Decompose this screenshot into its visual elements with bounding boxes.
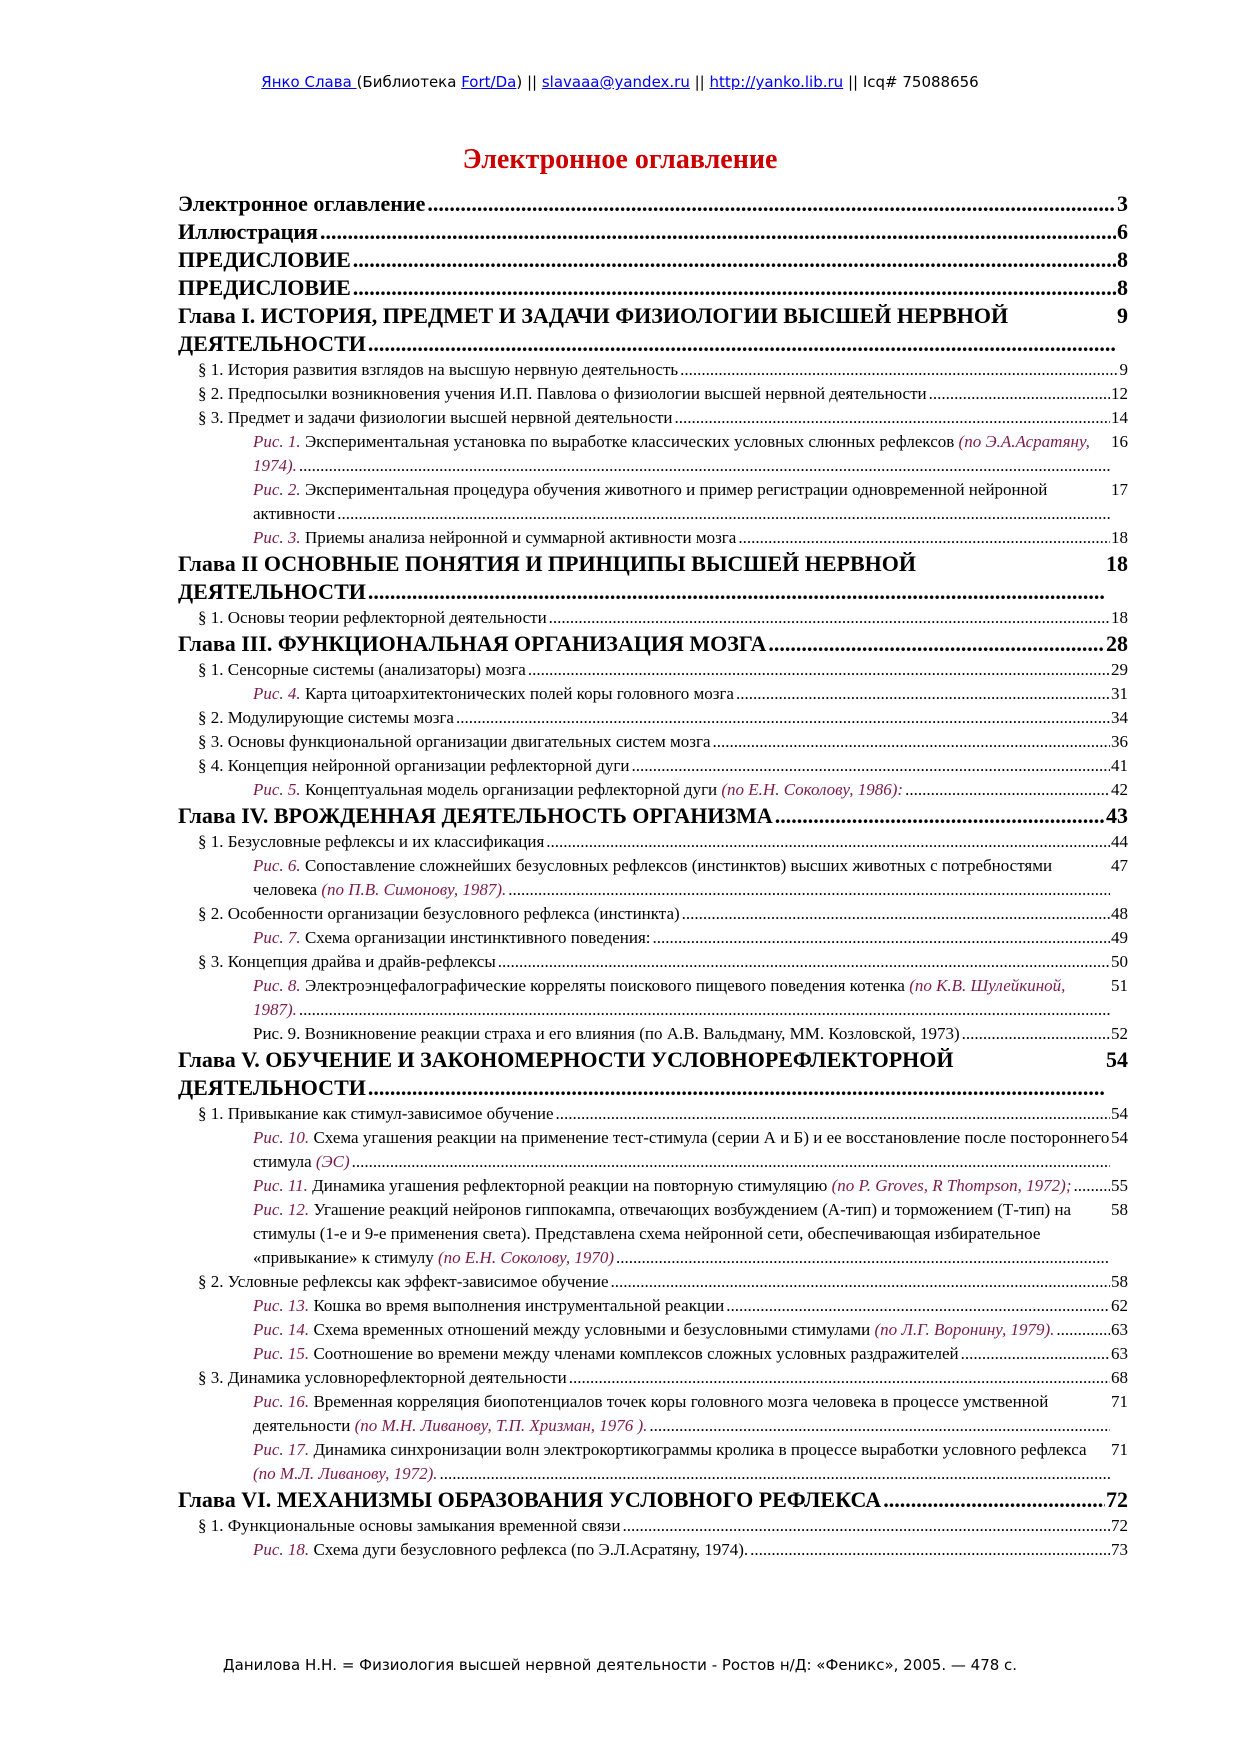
figure-number: Рис. 10. bbox=[253, 1128, 310, 1147]
toc-entry-title bbox=[253, 1294, 1110, 1318]
toc-entry-title bbox=[198, 1102, 1110, 1126]
library-prefix: (Библиотека bbox=[356, 73, 462, 91]
toc-page-number: 58 bbox=[1110, 1270, 1128, 1294]
toc-entry-title bbox=[253, 1022, 1110, 1046]
toc-entry-text: Схема угашения реакции на применение тест-стимула (серии А и Б) и ее восстановление после постороннего стимула bbox=[253, 1128, 1110, 1171]
toc-page-number: 31 bbox=[1110, 682, 1128, 706]
toc-page-number: 47 bbox=[1110, 854, 1128, 878]
toc-entry-title bbox=[253, 1126, 1110, 1174]
toc-entry-text: Концептуальная модель организации рефлекторной дуги bbox=[304, 780, 718, 799]
toc-entry-title bbox=[253, 1538, 1110, 1562]
toc-entry[interactable] bbox=[178, 302, 1128, 358]
toc-page-number: 55 bbox=[1110, 1174, 1128, 1198]
toc-entry-text: § 1. Безусловные рефлексы и их классификация bbox=[198, 832, 545, 851]
toc-entry[interactable] bbox=[178, 1294, 1128, 1318]
toc-entry[interactable] bbox=[178, 1486, 1128, 1514]
toc-page-number: 48 bbox=[1110, 902, 1128, 926]
citation: (по П.В. Симонову, 1987). bbox=[321, 880, 507, 899]
toc-entry[interactable] bbox=[178, 1046, 1128, 1102]
toc-page-number: 8 bbox=[1117, 275, 1128, 300]
toc-page-number: 9 bbox=[1117, 303, 1128, 328]
toc-entry-text: § 3. Концепция драйва и драйв-рефлексы bbox=[198, 952, 496, 971]
toc-entry-title bbox=[178, 302, 1116, 358]
page-footer: Данилова Н.Н. = Физиология высшей нервной деятельности - Ростов н/Д: «Феникс», 2005. — 478 с. bbox=[222, 1656, 1018, 1674]
toc-entry-text: Иллюстрация bbox=[178, 219, 318, 244]
toc-entry[interactable] bbox=[178, 630, 1128, 658]
toc-page-number: 18 bbox=[1110, 526, 1128, 550]
toc-entry-title bbox=[253, 974, 1110, 1022]
toc-page-number: 42 bbox=[1110, 778, 1128, 802]
toc-entry-title bbox=[178, 274, 1116, 302]
toc-entry-text: Глава V. ОБУЧЕНИЕ И ЗАКОНОМЕРНОСТИ УСЛОВНОРЕФЛЕКТОРНОЙ ДЕЯТЕЛЬНОСТИ bbox=[178, 1047, 954, 1100]
toc-page-number: 18 bbox=[1106, 551, 1128, 576]
toc-entry-text: Глава III. ФУНКЦИОНАЛЬНАЯ ОРГАНИЗАЦИЯ МОЗГА bbox=[178, 631, 767, 656]
email-link[interactable]: slavaaa@yandex.ru bbox=[541, 73, 690, 91]
toc-entry-title bbox=[198, 754, 1110, 778]
toc-entry-text: § 3. Предмет и задачи физиологии высшей нервной деятельности bbox=[198, 408, 673, 427]
toc-entry-title bbox=[253, 778, 1110, 802]
figure-number: Рис. 2. bbox=[253, 480, 301, 499]
toc-page-number: 63 bbox=[1110, 1318, 1128, 1342]
toc-entry[interactable] bbox=[178, 550, 1128, 606]
toc-entry[interactable] bbox=[178, 974, 1128, 1022]
table-of-contents bbox=[178, 190, 1128, 1562]
toc-page-number: 54 bbox=[1110, 1102, 1128, 1126]
toc-page-number: 17 bbox=[1110, 478, 1128, 502]
toc-entry[interactable] bbox=[178, 1270, 1128, 1294]
toc-entry-text: Глава VI. МЕХАНИЗМЫ ОБРАЗОВАНИЯ УСЛОВНОГО РЕФЛЕКСА bbox=[178, 1487, 882, 1512]
toc-entry-title bbox=[253, 1198, 1110, 1270]
toc-page-number: 36 bbox=[1110, 730, 1128, 754]
toc-page-number: 58 bbox=[1110, 1198, 1128, 1222]
library-suffix: ) || bbox=[516, 73, 542, 91]
figure-number: Рис. 5. bbox=[253, 780, 301, 799]
citation: (по Е.Н. Соколову, 1970) bbox=[438, 1248, 615, 1267]
toc-page-number: 44 bbox=[1110, 830, 1128, 854]
toc-entry[interactable] bbox=[178, 478, 1128, 526]
toc-entry-title bbox=[178, 190, 1116, 218]
toc-entry-text: ПРЕДИСЛОВИЕ bbox=[178, 275, 351, 300]
toc-entry[interactable] bbox=[178, 830, 1128, 854]
toc-entry[interactable] bbox=[178, 1198, 1128, 1270]
toc-entry[interactable] bbox=[178, 1126, 1128, 1174]
toc-page-number: 71 bbox=[1110, 1438, 1128, 1462]
toc-entry[interactable] bbox=[178, 1538, 1128, 1562]
toc-page-number: 14 bbox=[1110, 406, 1128, 430]
toc-entry[interactable] bbox=[178, 526, 1128, 550]
toc-entry-text: § 3. Динамика условнорефлекторной деятельности bbox=[198, 1368, 567, 1387]
toc-entry-title bbox=[253, 854, 1110, 902]
toc-entry-text: Глава I. ИСТОРИЯ, ПРЕДМЕТ И ЗАДАЧИ ФИЗИОЛОГИИ ВЫСШЕЙ НЕРВНОЙ ДЕЯТЕЛЬНОСТИ bbox=[178, 303, 1009, 356]
toc-entry[interactable] bbox=[178, 706, 1128, 730]
toc-entry-text: § 2. Условные рефлексы как эффект-зависимое обучение bbox=[198, 1272, 609, 1291]
toc-page-number: 68 bbox=[1110, 1366, 1128, 1390]
toc-page-number: 72 bbox=[1106, 1487, 1128, 1512]
toc-page-number: 18 bbox=[1110, 606, 1128, 630]
toc-entry-title bbox=[198, 950, 1110, 974]
toc-entry[interactable] bbox=[178, 658, 1128, 682]
figure-number: Рис. 17. bbox=[253, 1440, 310, 1459]
author-link[interactable]: Янко Слава bbox=[261, 73, 357, 91]
toc-entry-title bbox=[198, 382, 1110, 406]
toc-entry-title bbox=[198, 406, 1110, 430]
toc-entry-text: Соотношение во времени между членами комплексов сложных условных раздражителей bbox=[313, 1344, 959, 1363]
toc-entry[interactable] bbox=[178, 430, 1128, 478]
toc-page-number: 54 bbox=[1110, 1126, 1128, 1150]
toc-entry[interactable] bbox=[178, 382, 1128, 406]
site-link[interactable]: http://yanko.lib.ru bbox=[709, 73, 844, 91]
toc-entry-text: Глава II ОСНОВНЫЕ ПОНЯТИЯ И ПРИНЦИПЫ ВЫСШЕЙ НЕРВНОЙ ДЕЯТЕЛЬНОСТИ bbox=[178, 551, 916, 604]
toc-page-number: 63 bbox=[1110, 1342, 1128, 1366]
toc-entry[interactable] bbox=[178, 1342, 1128, 1366]
toc-page-number: 49 bbox=[1110, 926, 1128, 950]
toc-entry-text: Сопоставление сложнейших безусловных рефлексов (инстинктов) высших животных с потребностями человека bbox=[253, 856, 1053, 899]
figure-number: Рис. 15. bbox=[253, 1344, 310, 1363]
toc-entry[interactable] bbox=[178, 1438, 1128, 1486]
toc-entry[interactable] bbox=[178, 406, 1128, 430]
toc-entry-title bbox=[198, 706, 1110, 730]
toc-entry-title bbox=[198, 1514, 1110, 1538]
toc-entry-text: § 1. Основы теории рефлекторной деятельности bbox=[198, 608, 547, 627]
toc-entry[interactable] bbox=[178, 1318, 1128, 1342]
toc-entry[interactable] bbox=[178, 926, 1128, 950]
page-title: Электронное оглавление bbox=[462, 144, 778, 175]
toc-entry-title bbox=[253, 430, 1110, 478]
toc-entry-text: Рис. 9. Возникновение реакции страха и его влияния (по А.В. Вальдману, ММ. Козловской, 1973) bbox=[253, 1024, 960, 1043]
toc-entry-text: Схема организации инстинктивного поведения: bbox=[304, 928, 651, 947]
toc-entry-text: § 2. Модулирующие системы мозга bbox=[198, 708, 454, 727]
header-separator: || bbox=[689, 73, 710, 91]
figure-number: Рис. 8. bbox=[253, 976, 301, 995]
toc-entry-text: Электроэнцефалографические корреляты поискового пищевого поведения котенка bbox=[304, 976, 905, 995]
figure-number: Рис. 13. bbox=[253, 1296, 310, 1315]
toc-entry-text: Приемы анализа нейронной и суммарной активности мозга bbox=[304, 528, 737, 547]
toc-entry-text: ПРЕДИСЛОВИЕ bbox=[178, 247, 351, 272]
toc-entry[interactable] bbox=[178, 1366, 1128, 1390]
toc-entry[interactable] bbox=[178, 1022, 1128, 1046]
toc-entry-title bbox=[253, 1390, 1110, 1438]
toc-page-number: 54 bbox=[1106, 1047, 1128, 1072]
toc-page-number: 41 bbox=[1110, 754, 1128, 778]
toc-entry-text: § 2. Предпосылки возникновения учения И.П. Павлова о физиологии высшей нервной деятельности bbox=[198, 384, 927, 403]
citation: (по Л.Г. Воронину, 1979). bbox=[874, 1320, 1055, 1339]
toc-entry-text: Динамика угашения рефлекторной реакции на повторную стимуляцию bbox=[312, 1176, 828, 1195]
toc-page-number: 43 bbox=[1106, 803, 1128, 828]
toc-entry-title bbox=[253, 526, 1110, 550]
toc-entry-title bbox=[178, 1486, 1105, 1514]
toc-page-number: 52 bbox=[1110, 1022, 1128, 1046]
citation: (по М.Н. Ливанову, Т.П. Хризман, 1976 ). bbox=[354, 1416, 648, 1435]
toc-entry-title bbox=[253, 1174, 1110, 1198]
toc-entry-title bbox=[253, 1342, 1110, 1366]
toc-page-number: 28 bbox=[1106, 631, 1128, 656]
toc-page-number: 73 bbox=[1110, 1538, 1128, 1562]
toc-entry[interactable] bbox=[178, 778, 1128, 802]
figure-number: Рис. 18. bbox=[253, 1540, 310, 1559]
figure-number: Рис. 11. bbox=[253, 1176, 308, 1195]
figure-number: Рис. 14. bbox=[253, 1320, 310, 1339]
toc-entry-title bbox=[198, 730, 1110, 754]
toc-entry-title bbox=[198, 358, 1119, 382]
toc-entry-text: § 4. Концепция нейронной организации рефлекторной дуги bbox=[198, 756, 630, 775]
library-link[interactable]: Fort/Da bbox=[461, 73, 517, 91]
toc-entry-text: Схема дуги безусловного рефлекса (по Э.Л.Асратяну, 1974). bbox=[313, 1540, 749, 1559]
toc-entry[interactable] bbox=[178, 950, 1128, 974]
toc-entry-text: Экспериментальная установка по выработке классических условных слюнных рефлексов bbox=[304, 432, 955, 451]
toc-entry-title bbox=[178, 246, 1116, 274]
figure-number: Рис. 4. bbox=[253, 684, 301, 703]
toc-entry-text: Карта цитоархитектонических полей коры головного мозга bbox=[304, 684, 734, 703]
toc-entry-text: § 1. Привыкание как стимул-зависимое обучение bbox=[198, 1104, 554, 1123]
toc-entry-text: Временная корреляция биопотенциалов точек коры головного мозга человека в процессе умственной деятельности bbox=[253, 1392, 1049, 1435]
toc-entry-title bbox=[198, 1270, 1110, 1294]
toc-entry-title bbox=[198, 606, 1110, 630]
toc-page-number: 71 bbox=[1110, 1390, 1128, 1414]
toc-entry-text: § 1. Сенсорные системы (анализаторы) мозга bbox=[198, 660, 526, 679]
toc-entry-title bbox=[178, 550, 1105, 606]
toc-entry[interactable] bbox=[178, 802, 1128, 830]
toc-page-number: 6 bbox=[1117, 219, 1128, 244]
figure-number: Рис. 16. bbox=[253, 1392, 310, 1411]
toc-entry-title bbox=[198, 658, 1110, 682]
figure-number: Рис. 3. bbox=[253, 528, 301, 547]
toc-entry-title bbox=[178, 802, 1105, 830]
toc-page-number: 9 bbox=[1119, 358, 1129, 382]
toc-entry[interactable] bbox=[178, 1390, 1128, 1438]
figure-number: Рис. 6. bbox=[253, 856, 301, 875]
toc-page-number: 50 bbox=[1110, 950, 1128, 974]
citation: (по Е.Н. Соколову, 1986): bbox=[721, 780, 904, 799]
citation: (по К.В. Шулейкиной, 1987). bbox=[253, 976, 1066, 1019]
toc-entry-text: Электронное оглавление bbox=[178, 191, 426, 216]
toc-entry-title bbox=[253, 682, 1110, 706]
toc-entry[interactable] bbox=[178, 274, 1128, 302]
toc-page-number: 8 bbox=[1117, 247, 1128, 272]
toc-entry-title bbox=[253, 1318, 1110, 1342]
toc-entry[interactable] bbox=[178, 854, 1128, 902]
toc-entry[interactable] bbox=[178, 754, 1128, 778]
figure-number: Рис. 1. bbox=[253, 432, 301, 451]
toc-entry-text: § 3. Основы функциональной организации двигательных систем мозга bbox=[198, 732, 711, 751]
toc-page-number: 62 bbox=[1110, 1294, 1128, 1318]
toc-page-number: 34 bbox=[1110, 706, 1128, 730]
toc-entry-title bbox=[198, 1366, 1110, 1390]
toc-entry-text: Экспериментальная процедура обучения животного и пример регистрации одновременной нейронной активности bbox=[253, 480, 1048, 523]
toc-entry[interactable] bbox=[178, 358, 1128, 382]
toc-entry-text: Схема временных отношений между условными и безусловными стимулами bbox=[313, 1320, 871, 1339]
toc-entry[interactable] bbox=[178, 246, 1128, 274]
toc-entry-title bbox=[253, 1438, 1110, 1486]
toc-entry-title bbox=[253, 926, 1110, 950]
toc-entry-text: § 1. Функциональные основы замыкания временной связи bbox=[198, 1516, 621, 1535]
toc-entry-text: Глава IV. ВРОЖДЕННАЯ ДЕЯТЕЛЬНОСТЬ ОРГАНИЗМА bbox=[178, 803, 773, 828]
toc-entry[interactable] bbox=[178, 606, 1128, 630]
toc-entry[interactable] bbox=[178, 1514, 1128, 1538]
figure-number: Рис. 7. bbox=[253, 928, 301, 947]
citation: (по P. Groves, R Thompson, 1972); bbox=[831, 1176, 1072, 1195]
toc-entry-title bbox=[178, 218, 1116, 246]
toc-entry[interactable] bbox=[178, 682, 1128, 706]
page-header bbox=[0, 73, 1240, 91]
toc-entry-title bbox=[178, 630, 1105, 658]
toc-entry-title bbox=[253, 478, 1110, 526]
figure-number: Рис. 12. bbox=[253, 1200, 310, 1219]
citation: (ЭС) bbox=[315, 1152, 350, 1171]
toc-entry-text: Угашение реакций нейронов гиппокампа, отвечающих возбуждением (А-тип) и торможением (Т-тип) на стимулы (1-е и 9-е применения света). Представлена схема нейронной сети, обеспечивающая избирательное «привыкание» к стимулу bbox=[253, 1200, 1072, 1267]
toc-entry-text: § 1. История развития взглядов на высшую нервную деятельность bbox=[198, 360, 679, 379]
toc-entry-text: § 2. Особенности организации безусловного рефлекса (инстинкта) bbox=[198, 904, 680, 923]
toc-page-number: 3 bbox=[1117, 191, 1128, 216]
citation: (по М.Л. Ливанову, 1972). bbox=[253, 1464, 438, 1483]
toc-entry-title bbox=[198, 902, 1110, 926]
toc-page-number: 16 bbox=[1110, 430, 1128, 454]
toc-page-number: 72 bbox=[1110, 1514, 1128, 1538]
toc-page-number: 51 bbox=[1110, 974, 1128, 998]
toc-entry-text: Кошка во время выполнения инструментальной реакции bbox=[313, 1296, 725, 1315]
toc-page-number: 29 bbox=[1110, 658, 1128, 682]
toc-entry[interactable] bbox=[178, 218, 1128, 246]
toc-entry[interactable] bbox=[178, 902, 1128, 926]
icq-text: || Icq# 75088656 bbox=[843, 73, 979, 91]
toc-entry-text: Динамика синхронизации волн электрокортикограммы кролика в процессе выработки условного рефлекса bbox=[313, 1440, 1087, 1459]
toc-entry[interactable] bbox=[178, 730, 1128, 754]
toc-entry-title bbox=[198, 830, 1110, 854]
toc-page-number: 12 bbox=[1110, 382, 1128, 406]
toc-entry-title bbox=[178, 1046, 1105, 1102]
citation: (по Э.А.Асратяну, 1974). bbox=[253, 432, 1090, 475]
toc-entry[interactable] bbox=[178, 1102, 1128, 1126]
toc-entry[interactable] bbox=[178, 1174, 1128, 1198]
toc-entry[interactable] bbox=[178, 190, 1128, 218]
